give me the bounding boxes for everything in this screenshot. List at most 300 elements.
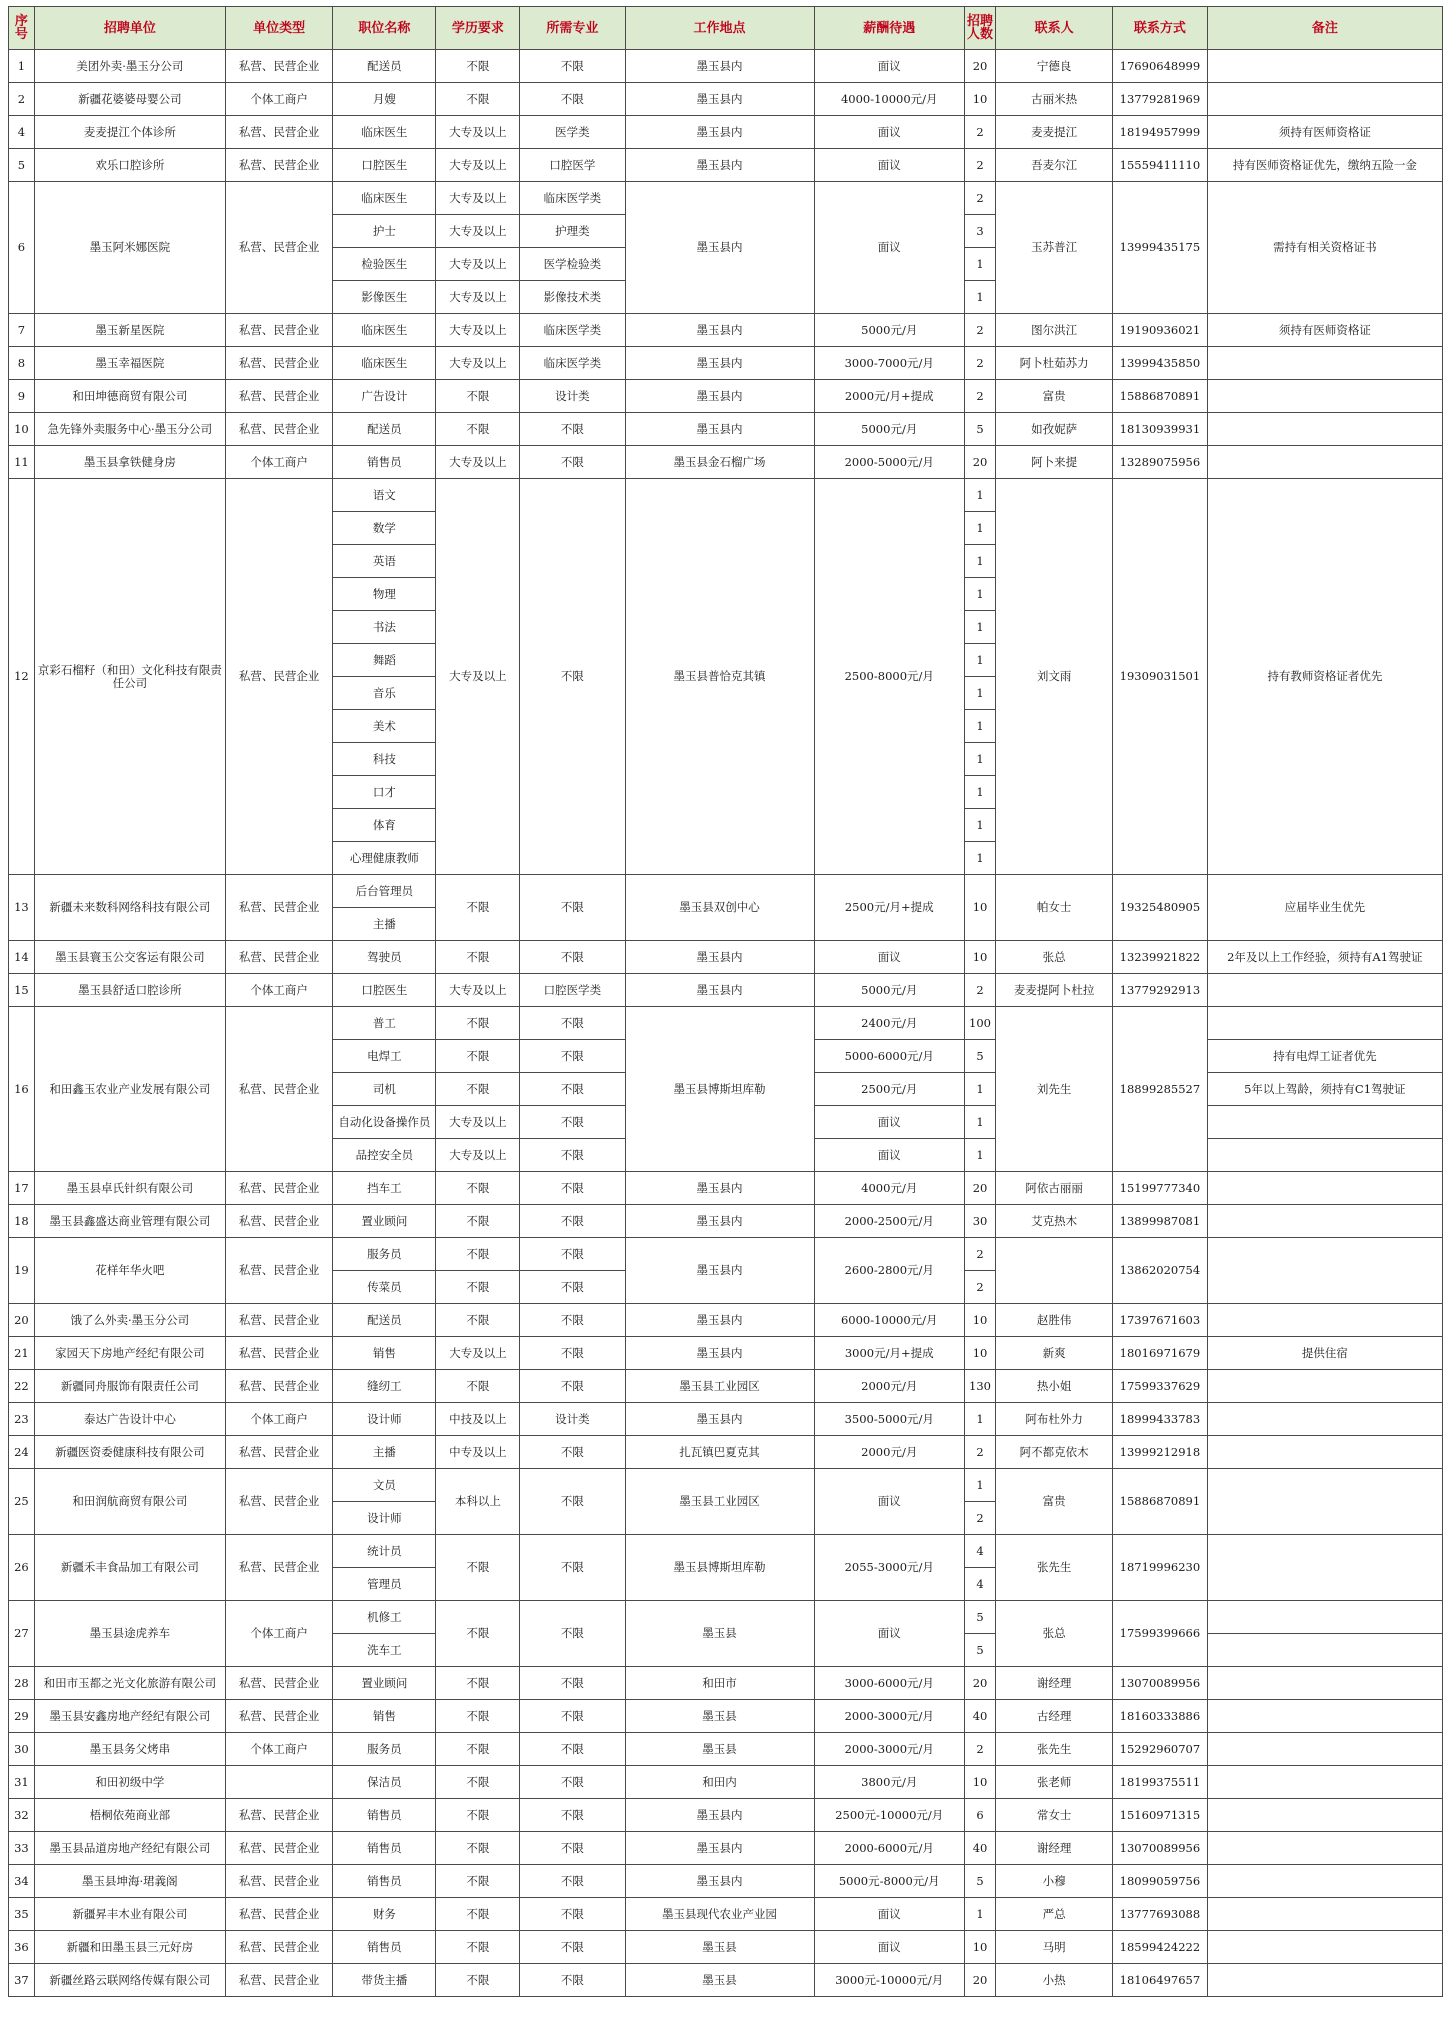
company-cell: 和田市玉都之光文化旅游有限公司	[34, 1667, 225, 1700]
headcount-cell: 5	[964, 1634, 995, 1667]
headcount-cell: 1	[964, 1073, 995, 1106]
major-cell: 不限	[520, 50, 625, 83]
position-title-cell: 普工	[333, 1007, 436, 1040]
headcount-cell: 2	[964, 1733, 995, 1766]
location-cell: 墨玉县内	[625, 83, 814, 116]
row-number: 13	[9, 875, 35, 941]
row-number: 8	[9, 347, 35, 380]
major-cell: 不限	[520, 1733, 625, 1766]
company-type-cell: 私营、民营企业	[225, 182, 332, 314]
education-cell: 不限	[436, 50, 520, 83]
salary-cell: 5000元/月	[814, 413, 964, 446]
education-cell: 不限	[436, 875, 520, 941]
position-title-cell: 配送员	[333, 1304, 436, 1337]
location-cell: 墨玉县内	[625, 314, 814, 347]
position-title-cell: 销售员	[333, 1865, 436, 1898]
note-cell	[1207, 1205, 1442, 1238]
company-type-cell: 私营、民营企业	[225, 1337, 332, 1370]
column-header: 备注	[1207, 7, 1442, 50]
column-header: 单位类型	[225, 7, 332, 50]
salary-cell: 2000-2500元/月	[814, 1205, 964, 1238]
company-type-cell: 私营、民营企业	[225, 1700, 332, 1733]
major-cell: 不限	[520, 1436, 625, 1469]
education-cell: 大专及以上	[436, 974, 520, 1007]
row-number: 1	[9, 50, 35, 83]
phone-cell: 15160971315	[1113, 1799, 1208, 1832]
note-cell: 2年及以上工作经验，须持有A1驾驶证	[1207, 941, 1442, 974]
note-cell	[1207, 380, 1442, 413]
salary-cell: 面议	[814, 182, 964, 314]
phone-cell: 13777693088	[1113, 1898, 1208, 1931]
column-header: 所需专业	[520, 7, 625, 50]
note-cell: 需持有相关资格证书	[1207, 182, 1442, 314]
headcount-cell: 130	[964, 1370, 995, 1403]
salary-cell: 4000元/月	[814, 1172, 964, 1205]
company-cell: 新疆和田墨玉县三元好房	[34, 1931, 225, 1964]
phone-cell: 17599337629	[1113, 1370, 1208, 1403]
column-header: 联系人	[996, 7, 1113, 50]
headcount-cell: 1	[964, 479, 995, 512]
contact-person-cell: 富贵	[996, 1469, 1113, 1535]
salary-cell: 面议	[814, 1601, 964, 1667]
education-cell: 不限	[436, 83, 520, 116]
row-number: 4	[9, 116, 35, 149]
phone-cell: 19309031501	[1113, 479, 1208, 875]
note-cell: 须持有医师资格证	[1207, 314, 1442, 347]
company-type-cell: 私营、民营企业	[225, 1007, 332, 1172]
position-title-cell: 美术	[333, 710, 436, 743]
note-cell	[1207, 1370, 1442, 1403]
major-cell: 不限	[520, 1766, 625, 1799]
note-cell	[1207, 1964, 1442, 1997]
headcount-cell: 10	[964, 1304, 995, 1337]
salary-cell: 面议	[814, 941, 964, 974]
location-cell: 墨玉县内	[625, 1337, 814, 1370]
position-title-cell: 销售员	[333, 446, 436, 479]
salary-cell: 3000元/月+提成	[814, 1337, 964, 1370]
headcount-cell: 10	[964, 941, 995, 974]
major-cell: 不限	[520, 1139, 625, 1172]
location-cell: 墨玉县内	[625, 1799, 814, 1832]
salary-cell: 5000-6000元/月	[814, 1040, 964, 1073]
contact-person-cell: 张老师	[996, 1766, 1113, 1799]
row-number: 23	[9, 1403, 35, 1436]
company-type-cell: 私营、民营企业	[225, 1172, 332, 1205]
table-row	[9, 83, 1443, 116]
salary-cell: 面议	[814, 1931, 964, 1964]
major-cell: 不限	[520, 1205, 625, 1238]
headcount-cell: 30	[964, 1205, 995, 1238]
phone-cell: 18194957999	[1113, 116, 1208, 149]
salary-cell: 2000元/月+提成	[814, 380, 964, 413]
major-cell: 不限	[520, 1832, 625, 1865]
major-cell: 医学类	[520, 116, 625, 149]
note-cell	[1207, 1139, 1442, 1172]
company-type-cell: 私营、民营企业	[225, 50, 332, 83]
phone-cell: 18099059756	[1113, 1865, 1208, 1898]
contact-person-cell: 赵胜伟	[996, 1304, 1113, 1337]
headcount-cell: 20	[964, 50, 995, 83]
location-cell: 墨玉县内	[625, 347, 814, 380]
row-number: 2	[9, 83, 35, 116]
headcount-cell: 2	[964, 1238, 995, 1271]
contact-person-cell: 宁德良	[996, 50, 1113, 83]
position-title-cell: 主播	[333, 1436, 436, 1469]
major-cell: 不限	[520, 1172, 625, 1205]
phone-cell: 18899285527	[1113, 1007, 1208, 1172]
education-cell: 不限	[436, 413, 520, 446]
education-cell: 大专及以上	[436, 479, 520, 875]
company-type-cell: 个体工商户	[225, 83, 332, 116]
note-cell	[1207, 1700, 1442, 1733]
phone-cell: 15559411110	[1113, 149, 1208, 182]
headcount-cell: 1	[964, 809, 995, 842]
headcount-cell: 1	[964, 1898, 995, 1931]
headcount-cell: 1	[964, 644, 995, 677]
major-cell: 不限	[520, 1535, 625, 1601]
location-cell: 墨玉县	[625, 1964, 814, 1997]
education-cell: 不限	[436, 1205, 520, 1238]
row-number: 34	[9, 1865, 35, 1898]
phone-cell: 15886870891	[1113, 380, 1208, 413]
headcount-cell: 1	[964, 545, 995, 578]
headcount-cell: 2	[964, 116, 995, 149]
headcount-cell: 5	[964, 1865, 995, 1898]
location-cell: 墨玉县内	[625, 1238, 814, 1304]
note-cell	[1207, 1766, 1442, 1799]
table-row	[9, 1172, 1443, 1205]
major-cell: 不限	[520, 83, 625, 116]
table-row	[9, 149, 1443, 182]
headcount-cell: 100	[964, 1007, 995, 1040]
contact-person-cell: 新爽	[996, 1337, 1113, 1370]
phone-cell: 15292960707	[1113, 1733, 1208, 1766]
company-cell: 新疆丝路云联网络传媒有限公司	[34, 1964, 225, 1997]
position-title-cell: 配送员	[333, 413, 436, 446]
location-cell: 和田市	[625, 1667, 814, 1700]
note-cell	[1207, 1304, 1442, 1337]
position-title-cell: 心理健康教师	[333, 842, 436, 875]
row-number: 28	[9, 1667, 35, 1700]
location-cell: 墨玉县	[625, 1931, 814, 1964]
location-cell: 墨玉县双创中心	[625, 875, 814, 941]
company-type-cell: 私营、民营企业	[225, 314, 332, 347]
row-number: 10	[9, 413, 35, 446]
note-cell	[1207, 1172, 1442, 1205]
note-cell: 5年以上驾龄，须持有C1驾驶证	[1207, 1073, 1442, 1106]
position-title-cell: 司机	[333, 1073, 436, 1106]
location-cell: 墨玉县内	[625, 413, 814, 446]
salary-cell: 面议	[814, 1106, 964, 1139]
note-cell	[1207, 1898, 1442, 1931]
contact-person-cell: 帕女士	[996, 875, 1113, 941]
position-title-cell: 物理	[333, 578, 436, 611]
phone-cell: 15886870891	[1113, 1469, 1208, 1535]
position-title-cell: 服务员	[333, 1733, 436, 1766]
row-number: 25	[9, 1469, 35, 1535]
position-title-cell: 带货主播	[333, 1964, 436, 1997]
salary-cell: 2500元/月+提成	[814, 875, 964, 941]
location-cell: 墨玉县普恰克其镇	[625, 479, 814, 875]
position-title-cell: 语文	[333, 479, 436, 512]
phone-cell: 13999212918	[1113, 1436, 1208, 1469]
salary-cell: 5000元-8000元/月	[814, 1865, 964, 1898]
position-title-cell: 临床医生	[333, 116, 436, 149]
company-cell: 墨玉阿米娜医院	[34, 182, 225, 314]
phone-cell: 18599424222	[1113, 1931, 1208, 1964]
headcount-cell: 1	[964, 677, 995, 710]
salary-cell: 面议	[814, 1469, 964, 1535]
headcount-cell: 2	[964, 347, 995, 380]
position-title-cell: 主播	[333, 908, 436, 941]
company-cell: 家园天下房地产经纪有限公司	[34, 1337, 225, 1370]
company-type-cell: 个体工商户	[225, 1403, 332, 1436]
education-cell: 不限	[436, 1733, 520, 1766]
row-number: 17	[9, 1172, 35, 1205]
phone-cell: 18130939931	[1113, 413, 1208, 446]
location-cell: 墨玉县内	[625, 941, 814, 974]
salary-cell: 3000-6000元/月	[814, 1667, 964, 1700]
headcount-cell: 1	[964, 710, 995, 743]
headcount-cell: 10	[964, 1931, 995, 1964]
headcount-cell: 5	[964, 1601, 995, 1634]
row-number: 35	[9, 1898, 35, 1931]
table-body	[9, 50, 1443, 1997]
company-cell: 新疆禾丰食品加工有限公司	[34, 1535, 225, 1601]
position-title-cell: 挡车工	[333, 1172, 436, 1205]
company-type-cell: 私营、民营企业	[225, 1799, 332, 1832]
company-type-cell: 私营、民营企业	[225, 380, 332, 413]
phone-cell: 18199375511	[1113, 1766, 1208, 1799]
location-cell: 墨玉县内	[625, 1205, 814, 1238]
position-title-cell: 英语	[333, 545, 436, 578]
headcount-cell: 10	[964, 83, 995, 116]
note-cell	[1207, 1865, 1442, 1898]
table-row	[9, 413, 1443, 446]
phone-cell: 15199777340	[1113, 1172, 1208, 1205]
contact-person-cell: 小穆	[996, 1865, 1113, 1898]
salary-cell: 3500-5000元/月	[814, 1403, 964, 1436]
position-title-cell: 洗车工	[333, 1634, 436, 1667]
headcount-cell: 3	[964, 215, 995, 248]
position-title-cell: 财务	[333, 1898, 436, 1931]
note-cell	[1207, 1007, 1442, 1040]
phone-cell: 18106497657	[1113, 1964, 1208, 1997]
education-cell: 不限	[436, 1931, 520, 1964]
company-type-cell: 私营、民营企业	[225, 413, 332, 446]
company-type-cell: 私营、民营企业	[225, 1898, 332, 1931]
row-number: 21	[9, 1337, 35, 1370]
education-cell: 不限	[436, 1832, 520, 1865]
note-cell	[1207, 1238, 1442, 1304]
education-cell: 不限	[436, 1898, 520, 1931]
position-title-cell: 置业顾问	[333, 1667, 436, 1700]
salary-cell: 2400元/月	[814, 1007, 964, 1040]
note-cell	[1207, 1436, 1442, 1469]
phone-cell: 13899987081	[1113, 1205, 1208, 1238]
company-type-cell: 私营、民营企业	[225, 116, 332, 149]
row-number: 26	[9, 1535, 35, 1601]
column-header: 工作地点	[625, 7, 814, 50]
contact-person-cell: 吾麦尔江	[996, 149, 1113, 182]
company-cell: 墨玉县卓氏针织有限公司	[34, 1172, 225, 1205]
company-type-cell: 私营、民营企业	[225, 1238, 332, 1304]
education-cell: 不限	[436, 380, 520, 413]
salary-cell: 2500元/月	[814, 1073, 964, 1106]
phone-cell: 17599399666	[1113, 1601, 1208, 1667]
table-row	[9, 1667, 1443, 1700]
company-cell: 急先锋外卖服务中心·墨玉分公司	[34, 413, 225, 446]
position-title-cell: 驾驶员	[333, 941, 436, 974]
company-type-cell: 私营、民营企业	[225, 1304, 332, 1337]
contact-person-cell: 张先生	[996, 1733, 1113, 1766]
table-row	[9, 1304, 1443, 1337]
location-cell: 墨玉县内	[625, 1832, 814, 1865]
education-cell: 中专及以上	[436, 1436, 520, 1469]
major-cell: 影像技术类	[520, 281, 625, 314]
contact-person-cell: 谢经理	[996, 1667, 1113, 1700]
note-cell	[1207, 1403, 1442, 1436]
position-title-cell: 设计师	[333, 1403, 436, 1436]
phone-cell: 13239921822	[1113, 941, 1208, 974]
education-cell: 不限	[436, 941, 520, 974]
position-title-cell: 销售	[333, 1337, 436, 1370]
company-cell: 墨玉县途虎养车	[34, 1601, 225, 1667]
row-number: 12	[9, 479, 35, 875]
headcount-cell: 1	[964, 1139, 995, 1172]
position-title-cell: 口腔医生	[333, 974, 436, 1007]
table-row	[9, 116, 1443, 149]
location-cell: 墨玉县内	[625, 149, 814, 182]
education-cell: 不限	[436, 1667, 520, 1700]
table-row	[9, 50, 1443, 83]
contact-person-cell: 古丽米热	[996, 83, 1113, 116]
contact-person-cell: 马明	[996, 1931, 1113, 1964]
education-cell: 大专及以上	[436, 182, 520, 215]
company-type-cell: 个体工商户	[225, 1601, 332, 1667]
location-cell: 墨玉县工业园区	[625, 1370, 814, 1403]
headcount-cell: 4	[964, 1568, 995, 1601]
location-cell: 墨玉县内	[625, 974, 814, 1007]
company-cell: 新疆花婆婆母婴公司	[34, 83, 225, 116]
location-cell: 墨玉县内	[625, 1865, 814, 1898]
location-cell: 墨玉县博斯坦库勒	[625, 1007, 814, 1172]
location-cell: 墨玉县	[625, 1700, 814, 1733]
note-cell	[1207, 1634, 1442, 1667]
position-title-cell: 音乐	[333, 677, 436, 710]
company-type-cell: 私营、民营企业	[225, 1865, 332, 1898]
education-cell: 不限	[436, 1040, 520, 1073]
education-cell: 不限	[436, 1271, 520, 1304]
column-header: 序号	[9, 7, 35, 50]
company-type-cell: 个体工商户	[225, 446, 332, 479]
company-type-cell: 私营、民营企业	[225, 1370, 332, 1403]
salary-cell: 5000元/月	[814, 974, 964, 1007]
table-row	[9, 1403, 1443, 1436]
education-cell: 大专及以上	[436, 116, 520, 149]
company-cell: 新疆同舟服饰有限责任公司	[34, 1370, 225, 1403]
headcount-cell: 4	[964, 1535, 995, 1568]
phone-cell: 17690648999	[1113, 50, 1208, 83]
contact-person-cell: 小热	[996, 1964, 1113, 1997]
position-title-cell: 电焊工	[333, 1040, 436, 1073]
phone-cell: 18719996230	[1113, 1535, 1208, 1601]
major-cell: 不限	[520, 1898, 625, 1931]
education-cell: 不限	[436, 1799, 520, 1832]
company-cell: 墨玉幸福医院	[34, 347, 225, 380]
education-cell: 大专及以上	[436, 1337, 520, 1370]
column-header: 职位名称	[333, 7, 436, 50]
position-title-cell: 后台管理员	[333, 875, 436, 908]
table-row	[9, 1601, 1443, 1634]
location-cell: 墨玉县内	[625, 1304, 814, 1337]
major-cell: 不限	[520, 1667, 625, 1700]
company-cell: 美团外卖·墨玉分公司	[34, 50, 225, 83]
major-cell: 口腔医学类	[520, 974, 625, 1007]
phone-cell: 13070089956	[1113, 1832, 1208, 1865]
company-type-cell: 私营、民营企业	[225, 1964, 332, 1997]
table-header-row	[9, 7, 1443, 50]
table-row	[9, 347, 1443, 380]
position-title-cell: 广告设计	[333, 380, 436, 413]
location-cell: 墨玉县金石榴广场	[625, 446, 814, 479]
headcount-cell: 1	[964, 1469, 995, 1502]
row-number: 24	[9, 1436, 35, 1469]
salary-cell: 面议	[814, 149, 964, 182]
salary-cell: 2000元/月	[814, 1370, 964, 1403]
contact-person-cell: 常女士	[996, 1799, 1113, 1832]
headcount-cell: 2	[964, 314, 995, 347]
salary-cell: 2055-3000元/月	[814, 1535, 964, 1601]
contact-person-cell	[996, 1238, 1113, 1304]
position-title-cell: 月嫂	[333, 83, 436, 116]
headcount-cell: 2	[964, 149, 995, 182]
education-cell: 不限	[436, 1865, 520, 1898]
education-cell: 大专及以上	[436, 215, 520, 248]
company-cell: 墨玉县拿铁健身房	[34, 446, 225, 479]
major-cell: 口腔医学	[520, 149, 625, 182]
education-cell: 大专及以上	[436, 1106, 520, 1139]
education-cell: 不限	[436, 1073, 520, 1106]
major-cell: 不限	[520, 1304, 625, 1337]
major-cell: 不限	[520, 1601, 625, 1667]
company-type-cell: 私营、民营企业	[225, 1931, 332, 1964]
table-row	[9, 1733, 1443, 1766]
company-type-cell: 私营、民营企业	[225, 1436, 332, 1469]
location-cell: 墨玉县内	[625, 116, 814, 149]
education-cell: 大专及以上	[436, 281, 520, 314]
table-row	[9, 1865, 1443, 1898]
company-cell: 墨玉县舒适口腔诊所	[34, 974, 225, 1007]
company-cell: 和田鑫玉农业产业发展有限公司	[34, 1007, 225, 1172]
table-row	[9, 1964, 1443, 1997]
position-title-cell: 护士	[333, 215, 436, 248]
note-cell	[1207, 1832, 1442, 1865]
table-row	[9, 380, 1443, 413]
row-number: 29	[9, 1700, 35, 1733]
position-title-cell: 文员	[333, 1469, 436, 1502]
salary-cell: 面议	[814, 50, 964, 83]
row-number: 11	[9, 446, 35, 479]
table-row	[9, 1931, 1443, 1964]
position-title-cell: 舞蹈	[333, 644, 436, 677]
major-cell: 护理类	[520, 215, 625, 248]
major-cell: 不限	[520, 875, 625, 941]
row-number: 27	[9, 1601, 35, 1667]
table-row	[9, 1238, 1443, 1271]
column-header: 薪酬待遇	[814, 7, 964, 50]
headcount-cell: 20	[964, 446, 995, 479]
